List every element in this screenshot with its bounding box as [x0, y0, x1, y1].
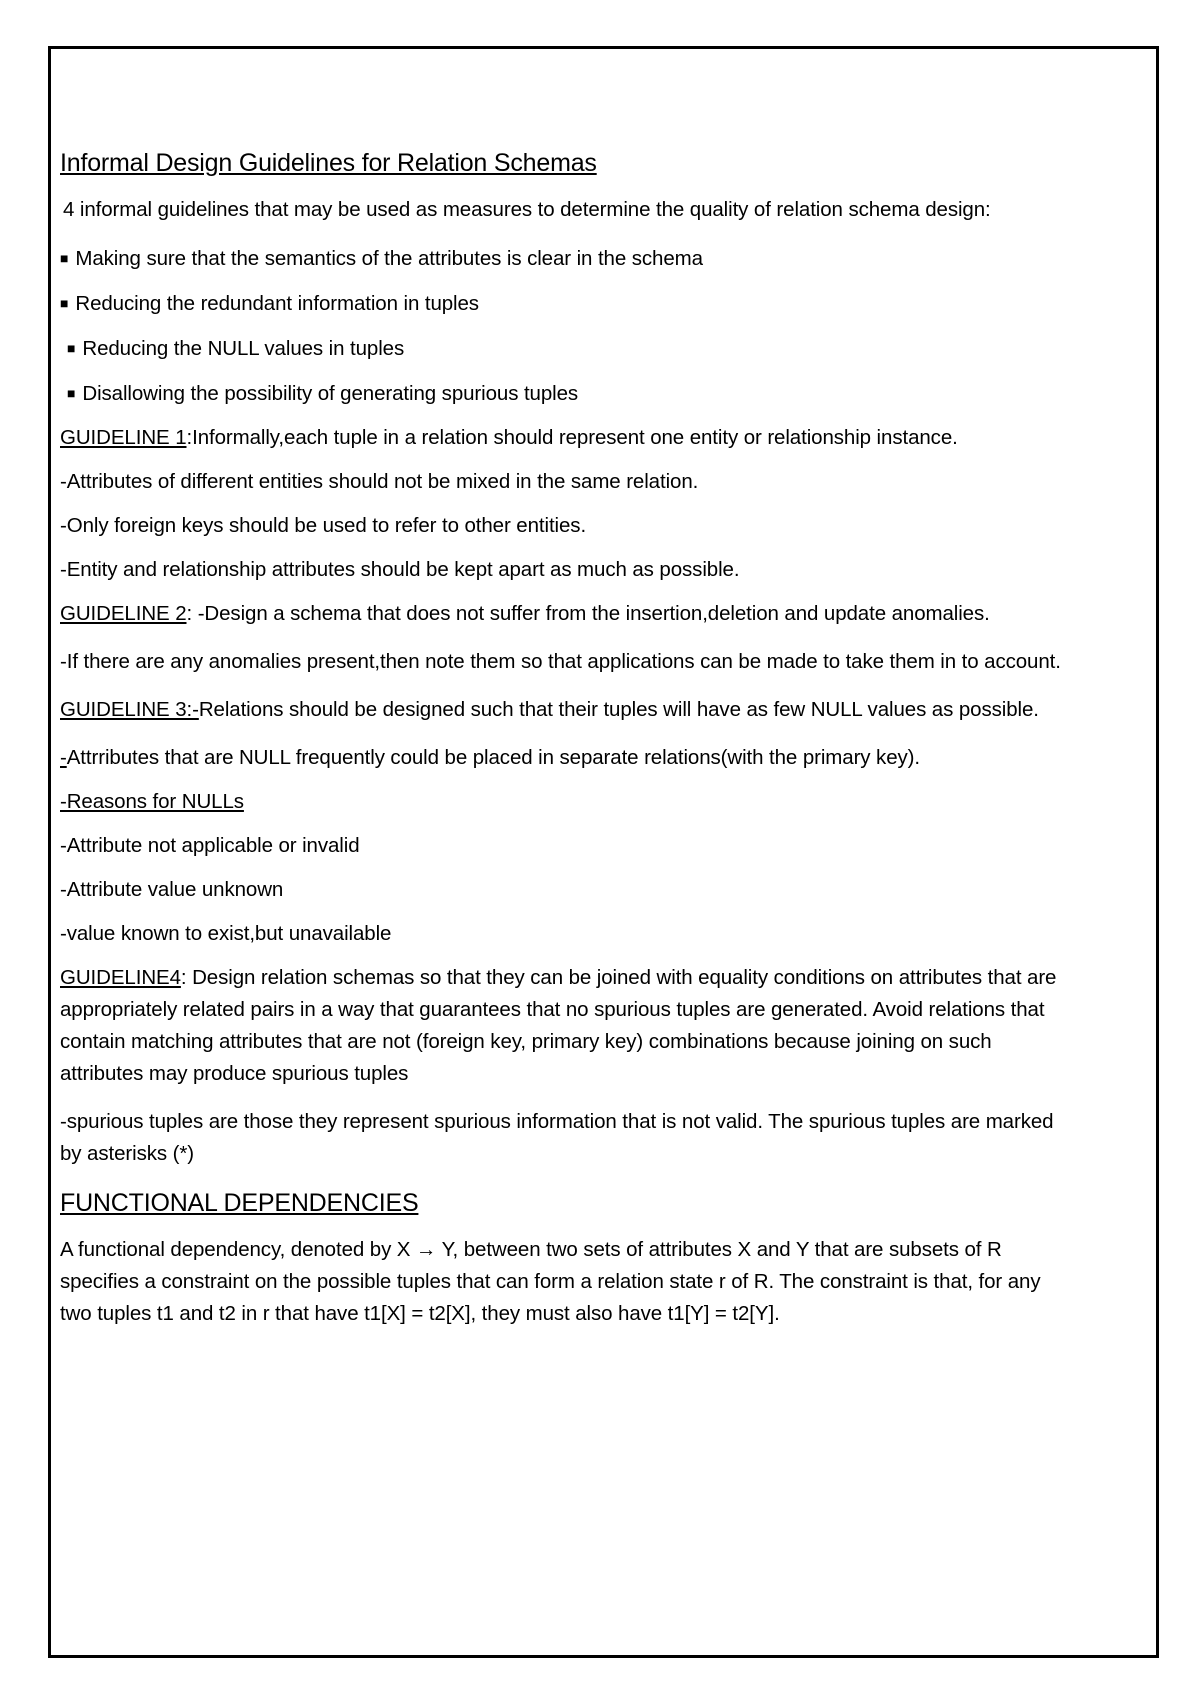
intro-paragraph: 4 informal guidelines that may be used as measures to determine the quality of relation schema design:	[63, 198, 991, 221]
page-title: Informal Design Guidelines for Relation Schemas	[60, 149, 597, 177]
bullet-item	[60, 287, 1070, 320]
square-bullet-icon: ■	[60, 250, 69, 266]
reasons-heading: -Reasons for NULLs	[60, 790, 244, 813]
bullet-item	[60, 332, 1070, 365]
functional-dependencies-heading: FUNCTIONAL DEPENDENCIES	[60, 1189, 419, 1217]
guideline-3-label: GUIDELINE 3:-	[60, 698, 199, 721]
document-body	[60, 146, 1070, 1346]
bullet-text: Making sure that the semantics of the attributes is clear in the schema	[75, 247, 703, 270]
guideline-4-text: : Design relation schemas so that they can be joined with equality conditions on attributes that are appropriately related pairs in a way that guarantees that no spurious tuples are generated. Avoid relations that contain matching attributes that are not (foreign key, primary key) combinations because joining on such attributes may produce spurious tuples	[60, 966, 1057, 1085]
guideline-3-point-text: Attrributes that are NULL frequently could be placed in separate relations(with the primary key).	[66, 746, 920, 769]
guideline-3-point	[60, 742, 1070, 774]
guideline-3-text: Relations should be designed such that their tuples will have as few NULL values as possible.	[198, 698, 1039, 721]
guideline-1-point: -Attributes of different entities should not be mixed in the same relation.	[60, 470, 699, 493]
guideline-4-point: -spurious tuples are those they represent spurious information that is not valid. The spurious tuples are marked by asterisks (*)	[60, 1110, 1054, 1165]
reason-item: -Attribute not applicable or invalid	[60, 834, 360, 857]
guideline-1-label: GUIDELINE 1	[60, 426, 187, 449]
guideline-2	[60, 598, 1070, 630]
guideline-2-text: : -Design a schema that does not suffer from the insertion,deletion and update anomalies.	[186, 602, 990, 625]
guideline-4-label: GUIDELINE4	[60, 966, 181, 989]
guideline-1-point: -Only foreign keys should be used to refer to other entities.	[60, 514, 587, 537]
functional-dependency-definition: A functional dependency, denoted by X → Y, between two sets of attributes X and Y that are subsets of R specifies a constraint on the possible tuples that can form a relation state r of R. The constraint is that, for any two tuples t1 and t2 in r that have t1[X] = t2[X], they must also have t1[Y] = t2[Y].	[60, 1238, 1041, 1325]
bullet-item	[60, 377, 1070, 410]
reason-item: -value known to exist,but unavailable	[60, 922, 392, 945]
reason-item: -Attribute value unknown	[60, 878, 284, 901]
guideline-1-text: :Informally,each tuple in a relation should represent one entity or relationship instance.	[186, 426, 958, 449]
square-bullet-icon: ■	[67, 340, 76, 356]
guideline-2-point: -If there are any anomalies present,then note them so that applications can be made to take them in to account.	[60, 650, 1061, 673]
square-bullet-icon: ■	[67, 385, 76, 401]
guideline-4	[60, 962, 1070, 1090]
bullet-item	[60, 242, 1070, 275]
bullet-text: Disallowing the possibility of generating spurious tuples	[82, 382, 579, 405]
guideline-2-label: GUIDELINE 2	[60, 602, 187, 625]
guideline-1	[60, 422, 1070, 454]
square-bullet-icon: ■	[60, 295, 69, 311]
guideline-3-point-dash: -	[60, 746, 67, 769]
bullet-text: Reducing the redundant information in tuples	[75, 292, 479, 315]
guideline-1-point: -Entity and relationship attributes should be kept apart as much as possible.	[60, 558, 740, 581]
bullet-text: Reducing the NULL values in tuples	[82, 337, 405, 360]
guideline-3	[60, 694, 1070, 726]
